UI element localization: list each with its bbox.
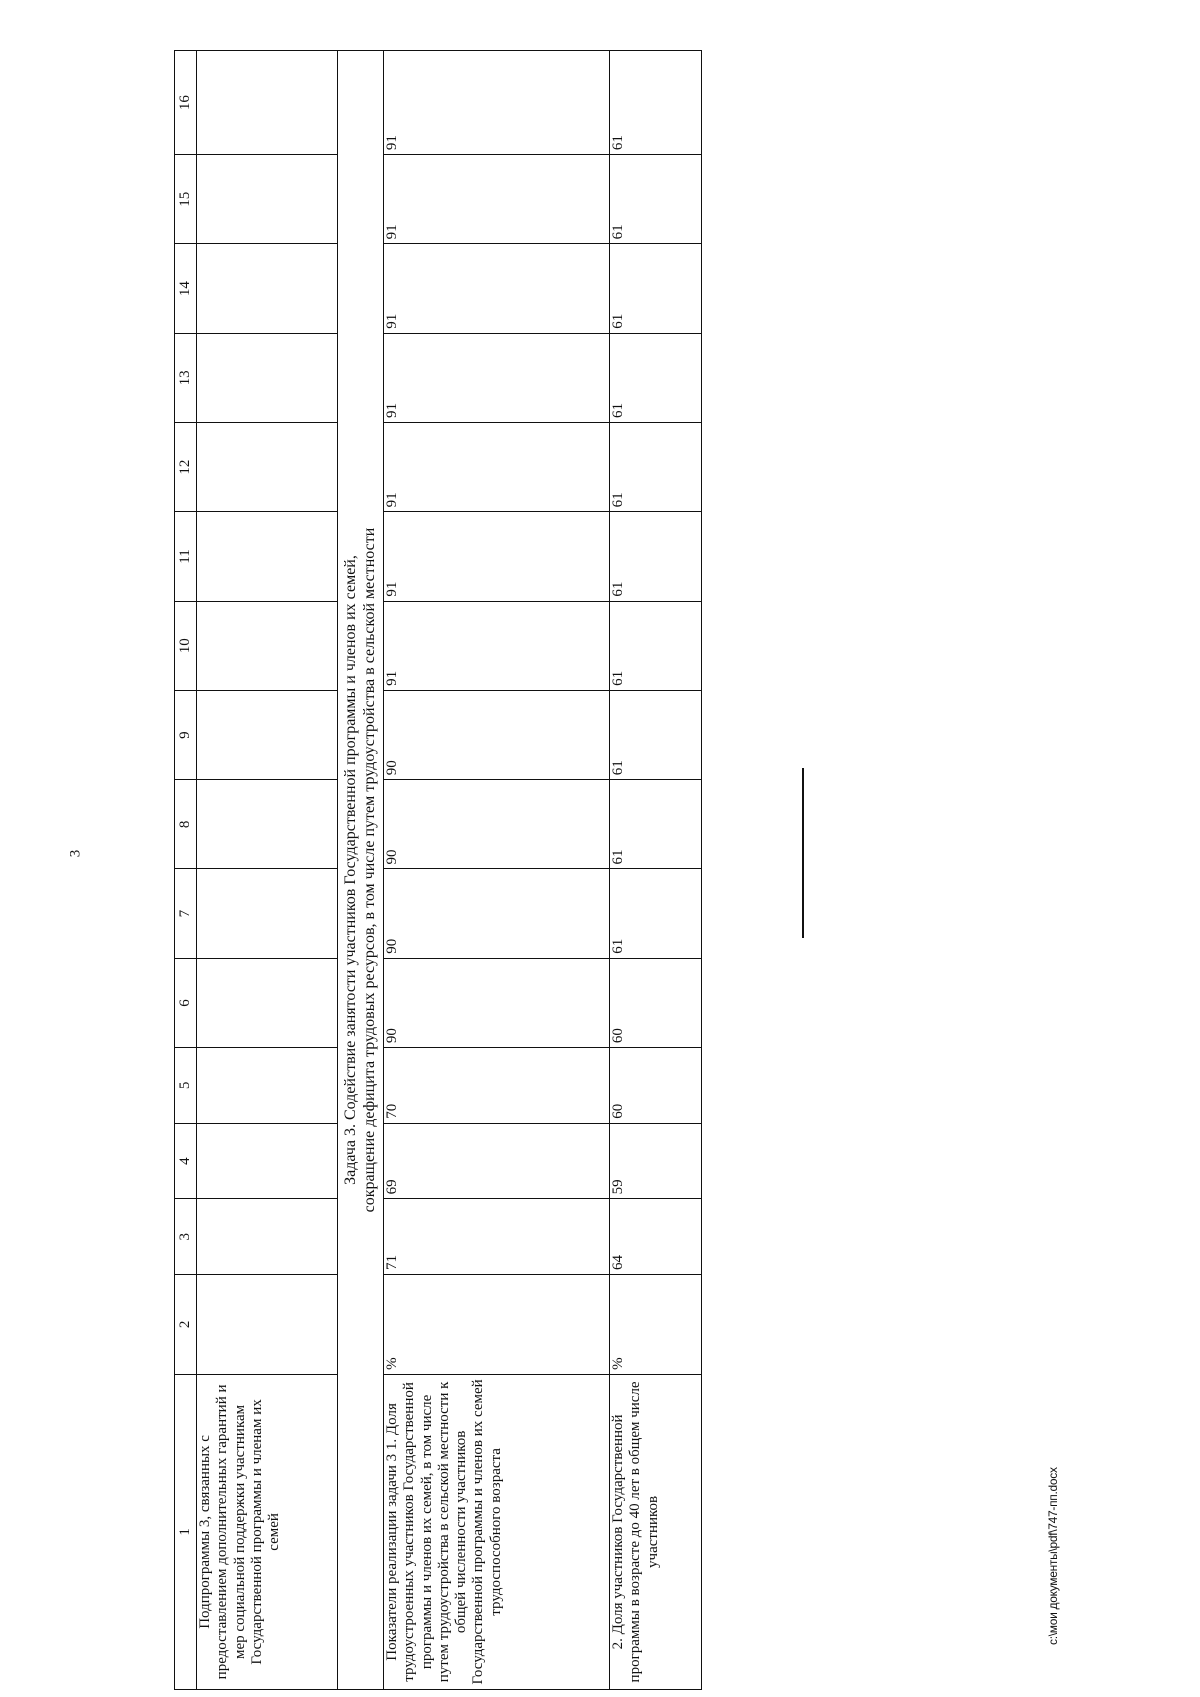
unit-cell: % bbox=[384, 1275, 610, 1375]
table-cell bbox=[197, 51, 338, 155]
header-cell: 8 bbox=[175, 780, 197, 869]
page-number: 3 bbox=[67, 849, 84, 858]
table-cell bbox=[197, 333, 338, 422]
separator-line bbox=[802, 768, 804, 938]
table-row bbox=[384, 51, 610, 1690]
indicator-label: Показатели реализации задачи 3 1. Доля трудоустроенных участников Государственной программы и членов их семей, в том числе путем трудоустройства в сельской местности к общей численности участников Государственной программы и членов их семей трудоспособного возраста bbox=[384, 1374, 610, 1689]
value-cell: 91 bbox=[384, 244, 610, 333]
table-cell bbox=[197, 1123, 338, 1199]
table-cell bbox=[197, 690, 338, 779]
header-cell: 13 bbox=[175, 333, 197, 422]
value-cell: 61 bbox=[610, 333, 702, 422]
table-cell bbox=[197, 244, 338, 333]
value-cell: 61 bbox=[610, 155, 702, 244]
indicators-table bbox=[174, 50, 702, 1690]
value-cell: 61 bbox=[610, 244, 702, 333]
header-cell: 1 bbox=[175, 1374, 197, 1689]
header-row bbox=[175, 51, 197, 1690]
header-cell: 6 bbox=[175, 958, 197, 1047]
subprogram-label: Подпрограммы 3, связанных с предоставлением дополнительных гарантий и мер социальной поддержки участникам Государственной программы и членам их семей bbox=[197, 1374, 338, 1689]
value-cell: 69 bbox=[384, 1123, 610, 1199]
value-cell: 60 bbox=[610, 958, 702, 1047]
value-cell: 90 bbox=[384, 780, 610, 869]
table-cell bbox=[197, 1199, 338, 1275]
table-cell bbox=[197, 1275, 338, 1375]
value-cell: 70 bbox=[384, 1048, 610, 1124]
value-cell: 91 bbox=[384, 51, 610, 155]
header-cell: 7 bbox=[175, 869, 197, 958]
header-cell: 5 bbox=[175, 1048, 197, 1124]
value-cell: 91 bbox=[384, 155, 610, 244]
value-cell: 61 bbox=[610, 51, 702, 155]
table-cell bbox=[197, 780, 338, 869]
header-cell: 16 bbox=[175, 51, 197, 155]
header-cell: 14 bbox=[175, 244, 197, 333]
value-cell: 91 bbox=[384, 423, 610, 512]
value-cell: 71 bbox=[384, 1199, 610, 1275]
table-cell bbox=[197, 958, 338, 1047]
table-row bbox=[610, 51, 702, 1690]
footer-file-path: c:\мои документы\pdf\747-пп.docx bbox=[1046, 1467, 1060, 1645]
value-cell: 60 bbox=[610, 1048, 702, 1124]
table-row bbox=[197, 51, 338, 1690]
value-cell: 90 bbox=[384, 690, 610, 779]
table-cell bbox=[197, 869, 338, 958]
value-cell: 90 bbox=[384, 958, 610, 1047]
task-header-row bbox=[338, 51, 384, 1690]
value-cell: 91 bbox=[384, 512, 610, 601]
table-cell bbox=[197, 1048, 338, 1124]
value-cell: 61 bbox=[610, 869, 702, 958]
indicator-label: 2. Доля участников Государственной программы в возрасте до 40 лет в общем числе участников bbox=[610, 1374, 702, 1689]
header-cell: 11 bbox=[175, 512, 197, 601]
table-cell bbox=[197, 601, 338, 690]
header-cell: 12 bbox=[175, 423, 197, 512]
value-cell: 59 bbox=[610, 1123, 702, 1199]
header-cell: 3 bbox=[175, 1199, 197, 1275]
value-cell: 61 bbox=[610, 423, 702, 512]
header-cell: 9 bbox=[175, 690, 197, 779]
value-cell: 61 bbox=[610, 601, 702, 690]
value-cell: 64 bbox=[610, 1199, 702, 1275]
unit-cell: % bbox=[610, 1275, 702, 1375]
header-cell: 10 bbox=[175, 601, 197, 690]
task-title-line-1: Задача 3. Содействие занятости участников Государственной программы и членов их семей, bbox=[342, 555, 360, 1185]
value-cell: 90 bbox=[384, 869, 610, 958]
value-cell: 61 bbox=[610, 690, 702, 779]
table-cell bbox=[197, 512, 338, 601]
table-cell bbox=[197, 423, 338, 512]
header-cell: 2 bbox=[175, 1275, 197, 1375]
value-cell: 91 bbox=[384, 601, 610, 690]
value-cell: 61 bbox=[610, 512, 702, 601]
header-cell: 4 bbox=[175, 1123, 197, 1199]
rotated-table-container bbox=[174, 50, 714, 1690]
value-cell: 91 bbox=[384, 333, 610, 422]
value-cell: 61 bbox=[610, 780, 702, 869]
task-title bbox=[338, 51, 384, 1690]
table-cell bbox=[197, 155, 338, 244]
task-title-line-2: сокращение дефицита трудовых ресурсов, в том числе путем трудоустройства в сельской местности bbox=[360, 527, 378, 1213]
header-cell: 15 bbox=[175, 155, 197, 244]
